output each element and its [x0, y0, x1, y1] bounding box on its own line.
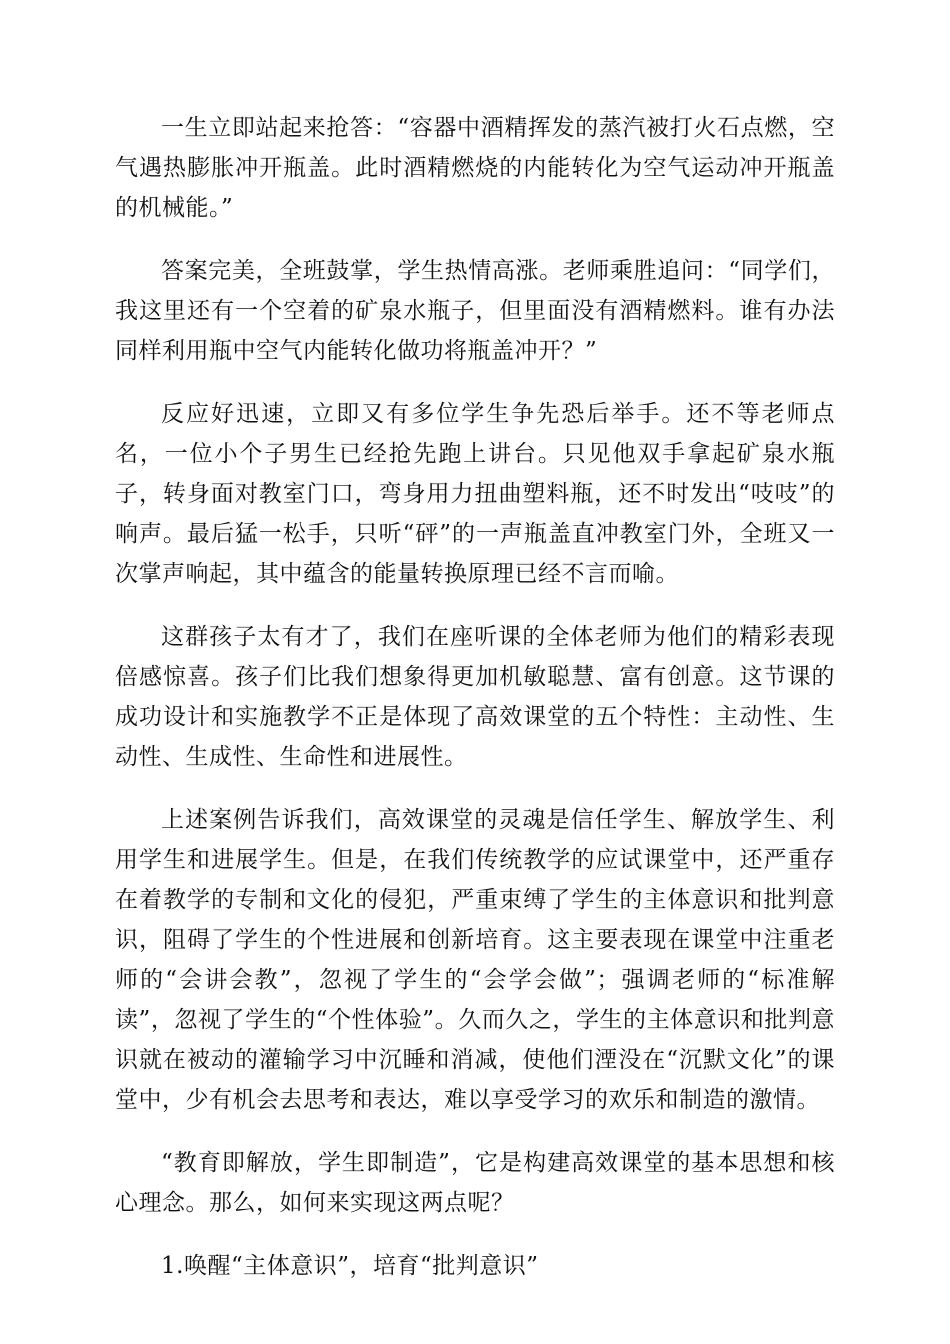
document-body	[115, 108, 835, 1286]
paragraph-4: 这群孩子太有才了，我们在座听课的全体老师为他们的精彩表现倍感惊喜。孩子们比我们想象得更加机敏聪慧、富有创意。这节课的成功设计和实施教学不正是体现了高效课堂的五个特性：主动性、生动性、生成性、生命性和进展性。	[115, 624, 835, 770]
section-heading: 1.唤醒“主体意识”，培育“批判意识”	[161, 1253, 539, 1279]
paragraph-5: 上述案例告诉我们，高效课堂的灵魂是信任学生、解放学生、利用学生和进展学生。但是，在我们传统教学的应试课堂中，还严重存在着教学的专制和文化的侵犯，严重束缚了学生的主体意识和批判意识，阻碍了学生的个性进展和创新培育。这主要表现在课堂中注重老师的“会讲会教”，忽视了学生的“会学会做”；强调老师的“标准解读”，忽视了学生的“个性体验”。久而久之，学生的主体意识和批判意识就在被动的灌输学习中沉睡和消减，使他们湮没在“沉默文化”的课堂中，少有机会去思考和表达，难以享受学习的欢乐和制造的激情。	[115, 807, 835, 1113]
paragraph-2: 答案完美，全班鼓掌，学生热情高涨。老师乘胜追问：“同学们，我这里还有一个空着的矿泉水瓶子，但里面没有酒精燃料。谁有办法同样利用瓶中空气内能转化做功将瓶盖冲开？”	[115, 258, 835, 364]
paragraph-3: 反应好迅速，立即又有多位学生争先恐后举手。还不等老师点名，一位小个子男生已经抢先跑上讲台。只见他双手拿起矿泉水瓶子，转身面对教室门口，弯身用力扭曲塑料瓶，还不时发出“吱吱”的响声。最后猛一松手，只听“砰”的一声瓶盖直冲教室门外，全班又一次掌声响起，其中蕴含的能量转换原理已经不言而喻。	[115, 401, 835, 587]
paragraph-6: “教育即解放，学生即制造”，它是构建高效课堂的基本思想和核心理念。那么，如何来实现这两点呢？	[115, 1150, 835, 1216]
paragraph-1: 一生立即站起来抢答：“容器中酒精挥发的蒸汽被打火石点燃，空气遇热膨胀冲开瓶盖。此时酒精燃烧的内能转化为空气运动冲开瓶盖的机械能。”	[115, 115, 835, 221]
